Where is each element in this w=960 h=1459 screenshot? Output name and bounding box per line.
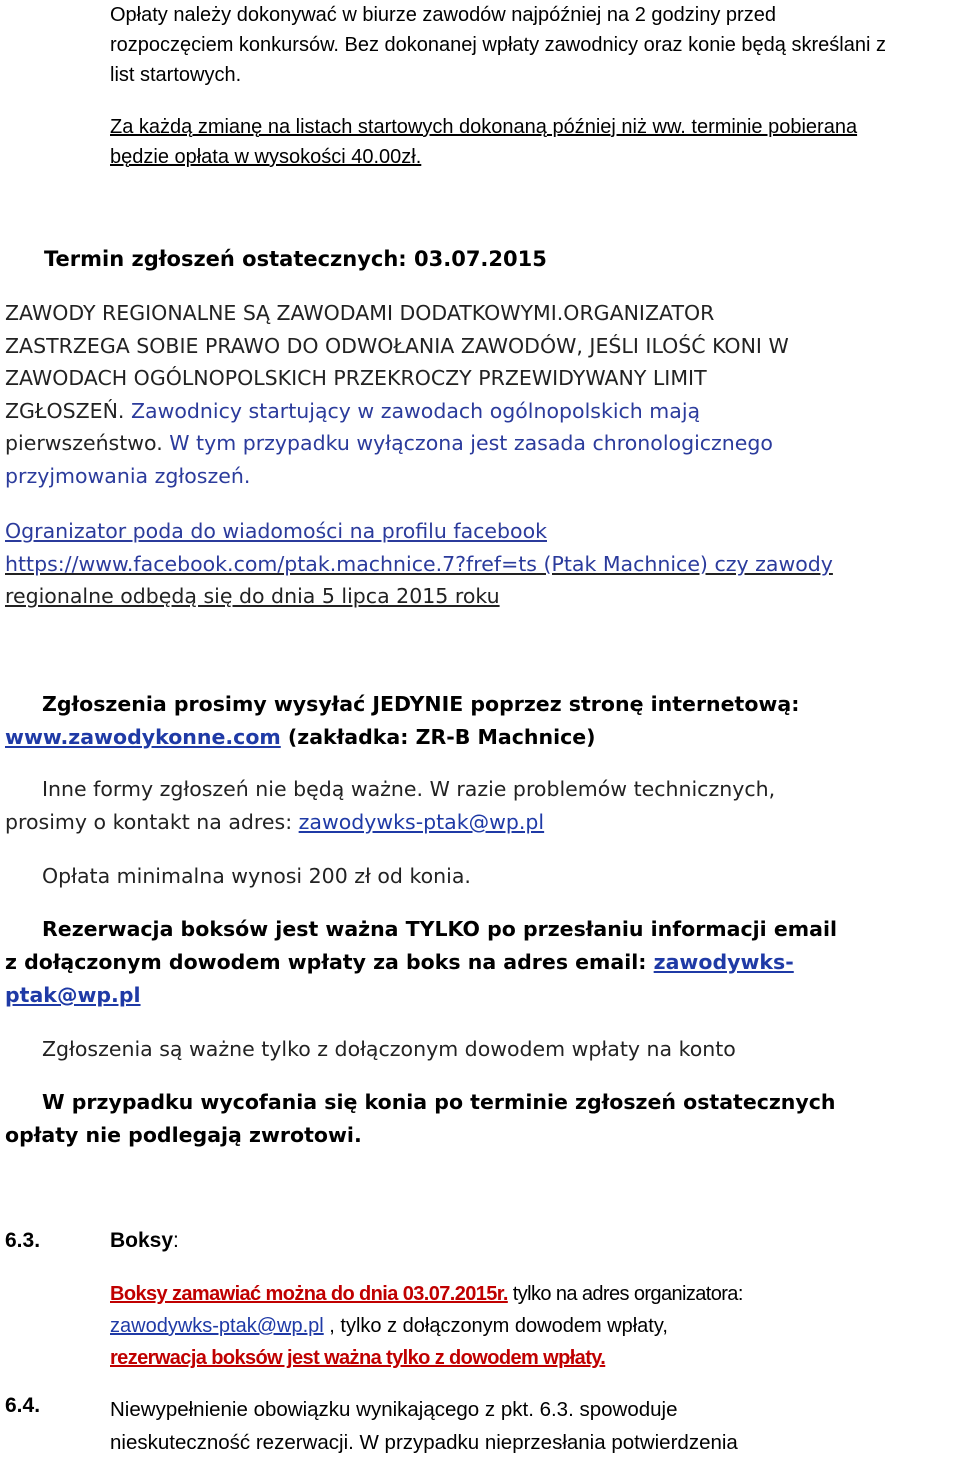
regional-text-blue: Zawodnicy startujący w zawodach ogólnopolskich mają [124,398,701,423]
facebook-line: regionalne odbędą się do dnia 5 lipca 2015 roku [5,584,500,608]
box-deadline-red: Boksy zamawiać można do dnia 03.07.2015r. [110,1283,508,1305]
section-6-3-title [110,1229,179,1253]
section-6-3-colon: : [173,1229,179,1252]
facebook-line-rest: (Ptak Machnice) czy zawody [536,551,833,576]
box-reservation-notice [5,913,955,1012]
other-forms-line: Inne formy zgłoszeń nie będą ważne. W razie problemów technicznych, [42,777,776,801]
zawodykonne-link[interactable]: www.zawodykonne.com [5,725,281,749]
section-6-3-title-text: Boksy [110,1229,174,1252]
organizer-email-link[interactable]: zawodywks-ptak@wp.pl [110,1315,324,1337]
regional-text: pierwszeństwo. [5,431,163,455]
submission-line [5,721,955,754]
box-email-link[interactable]: zawodywks- [653,950,794,974]
section-6-3-line [110,1310,930,1342]
other-forms-notice [5,773,955,839]
fees-paragraph [110,0,910,90]
final-deadline: Termin zgłoszeń ostatecznych: 03.07.2015 [44,247,547,271]
min-fee: Opłata minimalna wynosi 200 zł od konia. [42,864,471,888]
other-forms-line [5,806,955,839]
regional-line: przyjmowania zgłoszeń. [5,463,251,488]
submission-rest: (zakładka: ZR-B Machnice) [280,725,596,749]
regional-text: ZGŁOSZEŃ. [5,398,125,423]
regional-line: ZASTRZEGA SOBIE PRAWO DO ODWOŁANIA ZAWODÓW, JEŚLI ILOŚĆ KONI W [5,333,789,358]
section-6-4-body [110,1393,930,1459]
valid-submissions: Zgłoszenia są ważne tylko z dołączonym dowodem wpłaty na konto [42,1037,736,1061]
submission-line: Zgłoszenia prosimy wysyłać JEDYNIE poprzez stronę internetową: [42,692,800,716]
facebook-line [5,548,960,581]
regional-line: ZAWODACH OGÓLNOPOLSKICH PRZEKROCZY PRZEWIDYWANY LIMIT [5,366,707,390]
box-reservation-line [5,979,955,1012]
box-reservation-line: Rezerwacja boksów jest ważna TYLKO po przesłaniu informacji email [42,917,837,941]
submission-notice [5,688,955,754]
section-6-3-text: tylko na adres organizatora: [507,1283,743,1305]
section-6-3-text: , tylko z dołączonym dowodem wpłaty, [323,1315,668,1337]
regional-notice [5,297,955,492]
box-reservation-text: z dołączonym dowodem wpłaty za boks na adres email: [5,950,654,974]
facebook-link[interactable]: https://www.facebook.com/ptak.machnice.7?fref=ts [5,551,537,576]
section-6-4-line: nieskuteczność rezerwacji. W przypadku nieprzesłania potwierdzenia [110,1431,738,1454]
facebook-line: Ogranizator poda do wiadomości na profilu facebook [5,519,547,543]
section-6-4-line: Niewypełnienie obowiązku wynikającego z pkt. 6.3. spowoduje [110,1398,678,1421]
section-6-3-line [110,1278,930,1310]
withdrawal-line: opłaty nie podlegają zwrotowi. [5,1123,362,1147]
change-fee-paragraph [110,112,940,172]
other-forms-text: prosimy o kontakt na adres: [5,810,299,834]
regional-line: ZAWODY REGIONALNE SĄ ZAWODAMI DODATKOWYMI.ORGANIZATOR [5,301,715,325]
facebook-notice [5,515,960,613]
regional-text-blue: W tym przypadku wyłączona jest zasada chronologicznego [162,431,773,455]
section-6-3-number: 6.3. [5,1229,41,1252]
fees-line: Opłaty należy dokonywać w biurze zawodów najpóźniej na 2 godziny przed [110,4,776,26]
withdrawal-line: W przypadku wycofania się konia po terminie zgłoszeń ostatecznych [42,1090,836,1114]
box-email-link[interactable]: ptak@wp.pl [5,983,141,1007]
section-6-4-number: 6.4. [5,1394,41,1417]
box-reservation-line [5,946,955,979]
contact-email-link[interactable]: zawodywks-ptak@wp.pl [298,810,545,834]
regional-line [5,395,955,428]
fees-line: rozpoczęciem konkursów. Bez dokonanej wpłaty zawodnicy oraz konie będą skreślani z [110,34,886,56]
change-fee-line: będzie opłata w wysokości 40.00zł. [110,146,422,168]
fees-line: list startowych. [110,64,242,86]
section-6-3-body [110,1278,930,1374]
change-fee-line: Za każdą zmianę na listach startowych dokonaną później niż ww. terminie pobierana [110,116,858,138]
regional-line [5,427,955,460]
box-reservation-red: rezerwacja boksów jest ważna tylko z dowodem wpłaty. [110,1347,606,1369]
withdrawal-notice [5,1086,955,1152]
